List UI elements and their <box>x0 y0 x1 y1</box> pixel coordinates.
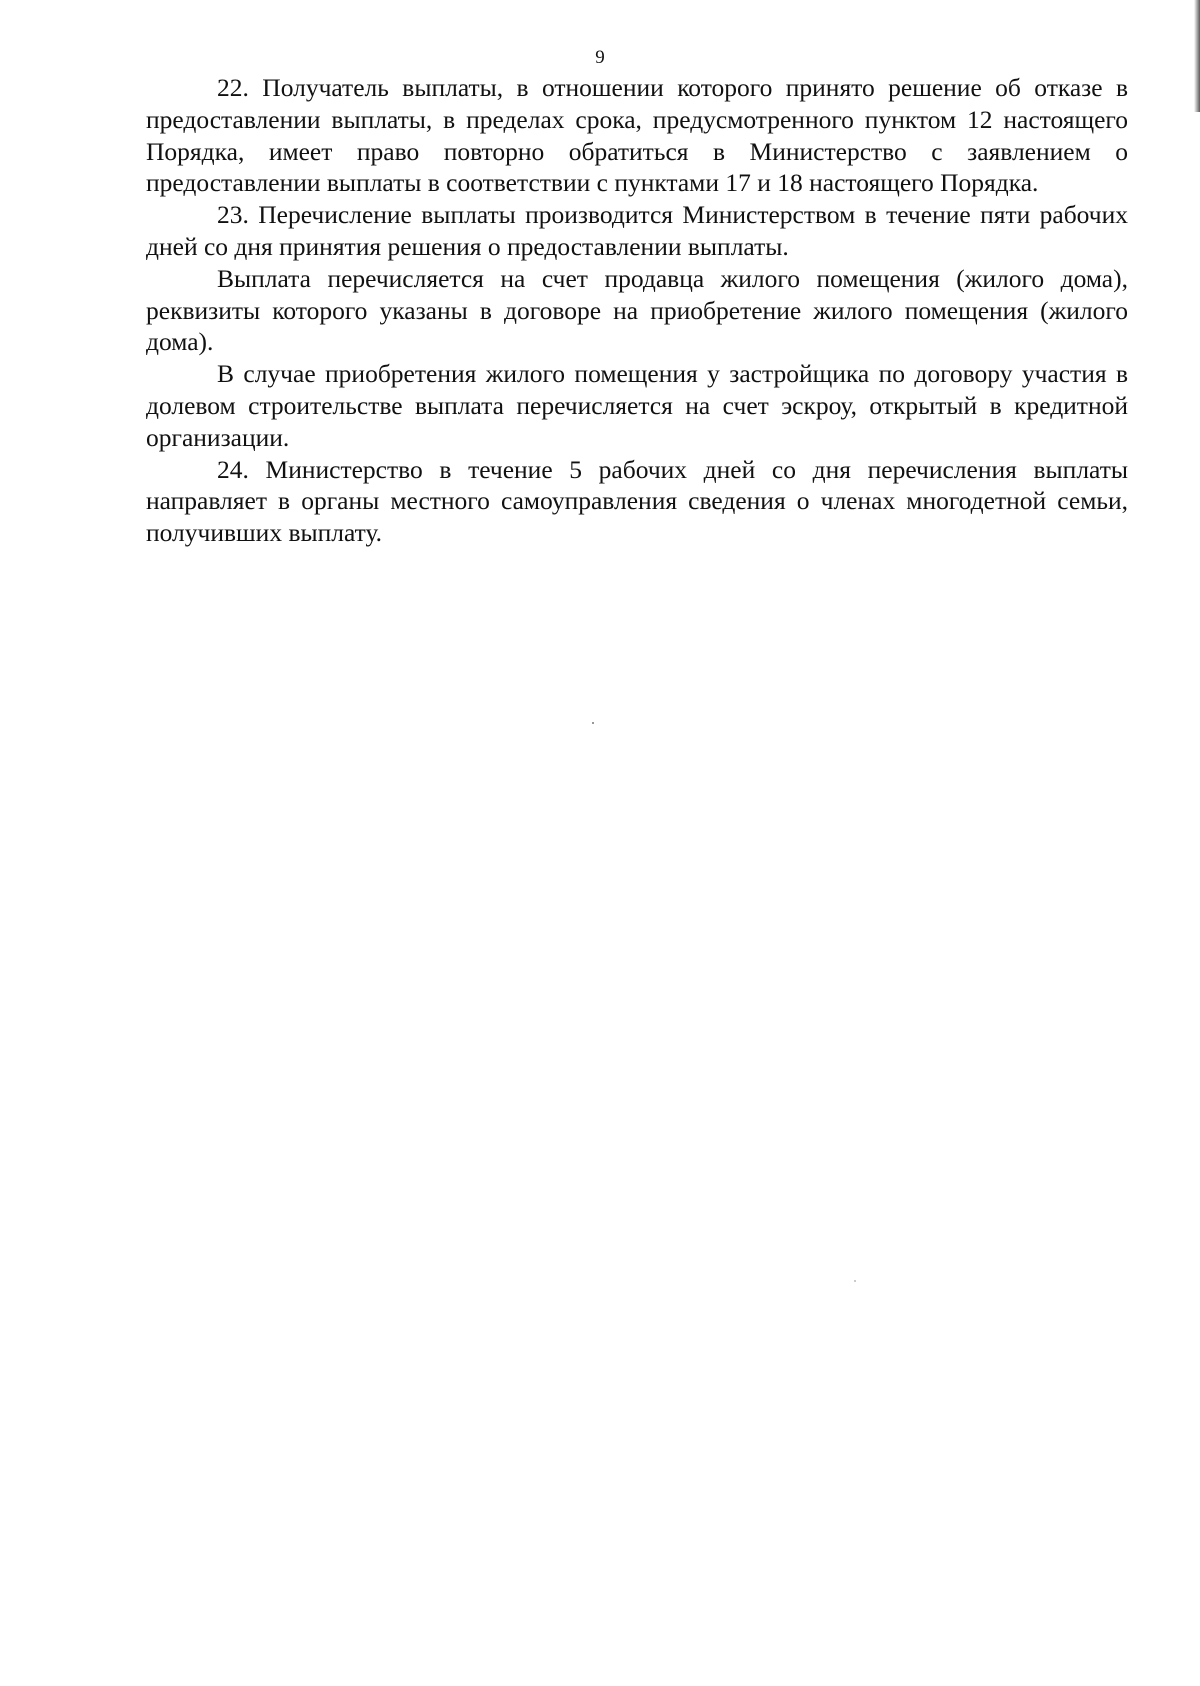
paragraph-24: 24. Министерство в течение 5 рабочих дней со дня перечисления выплаты направляет в органы местного самоуправления сведения о членах многодетной семьи, получивших выплату. <box>146 454 1128 548</box>
paragraph-payment-to-seller: Выплата перечисляется на счет продавца жилого помещения (жилого дома), реквизиты которого указаны в договоре на приобретение жилого помещения (жилого дома). <box>146 263 1128 357</box>
paragraph-escrow: В случае приобретения жилого помещения у застройщика по договору участия в долевом строительстве выплата перечисляется на счет эскроу, открытый в кредитной организации. <box>146 359 1128 452</box>
scan-speck <box>854 1280 856 1282</box>
paragraph-22: 22. Получатель выплаты, в отношении которого принято решение об отказе в предоставлении выплаты, в пределах срока, предусмотренного пунктом 12 настоящего Порядка, имеет право повторно обратиться в Министерство с заявлением о предоставлении выплаты в соответствии с пунктами 17 и 18 настоящего Порядка. <box>146 73 1128 198</box>
document-body <box>146 72 1128 549</box>
scan-speck <box>592 722 594 724</box>
paragraph-23: 23. Перечисление выплаты производится Министерством в течение пяти рабочих дней со дня принятия решения о предоставлении выплаты. <box>146 200 1128 261</box>
page-number: 9 <box>595 47 605 68</box>
